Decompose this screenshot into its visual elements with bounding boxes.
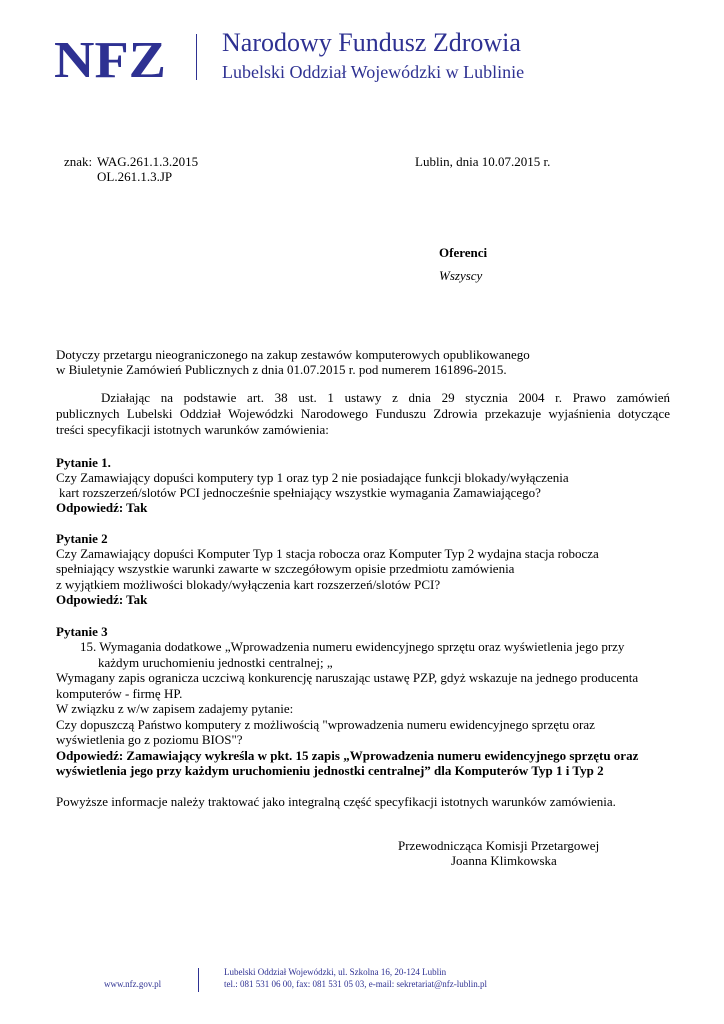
q1-line-1: Czy Zamawiający dopuści komputery typ 1 oraz typ 2 nie posiadające funkcji blokady/wyłączenia <box>56 470 569 485</box>
closing-statement: Powyższe informacje należy traktować jako integralną część specyfikacji istotnych warunków zamówienia. <box>56 794 616 809</box>
q2-heading: Pytanie 2 <box>56 531 108 546</box>
q1-line-2: kart rozszerzeń/slotów PCI jednocześnie spełniający wszystkie wymagania Zamawiającego? <box>59 485 541 500</box>
sign-label: znak: <box>64 154 93 169</box>
org-branch: Lubelski Oddział Wojewódzki w Lublinie <box>222 62 525 82</box>
q1-answer: Odpowiedź: Tak <box>56 500 148 515</box>
intro-line-1: Dotyczy przetargu nieograniczonego na zakup zestawów komputerowych opublikowanego <box>56 347 530 362</box>
q3-answer-line-2: wyświetlenia jego przy każdym uruchomieniu jednostki centralnej” dla Komputerów Typ 1 i Typ 2 <box>56 763 604 778</box>
q2-answer: Odpowiedź: Tak <box>56 592 148 607</box>
intro-line-2: w Biuletynie Zamówień Publicznych z dnia 01.07.2015 r. pod numerem 161896-2015. <box>56 362 507 377</box>
recipients-subtitle: Wszyscy <box>439 268 483 283</box>
nfz-logo <box>54 36 168 80</box>
signature-name: Joanna Klimkowska <box>451 853 557 868</box>
place-date: Lublin, dnia 10.07.2015 r. <box>415 154 551 169</box>
footer-address: Lubelski Oddział Wojewódzki, ul. Szkolna 16, 20-124 Lublin <box>224 967 447 977</box>
sign-number-1: WAG.261.1.3.2015 <box>97 154 199 169</box>
intro-paragraph-line-1: Działając na podstawie art. 38 ust. 1 ustawy z dnia 29 stycznia 2004 r. Prawo zamówień <box>101 390 670 405</box>
q3-heading: Pytanie 3 <box>56 624 108 639</box>
q1-heading: Pytanie 1. <box>56 455 111 470</box>
header-divider <box>196 34 197 80</box>
q2-line-2: spełniający wszystkie warunki zawarte w szczegółowym opisie przedmiotu zamówienia <box>56 561 515 576</box>
q3-answer-line-1: Odpowiedź: Zamawiający wykreśla w pkt. 15 zapis „Wprowadzenia numeru ewidencyjnego sprzętu oraz <box>56 748 639 763</box>
q3-line-6: Czy dopuszczą Państwo komputery z możliwością "wprowadzenia numeru ewidencyjnego sprzętu oraz <box>56 717 595 732</box>
signature-role: Przewodnicząca Komisji Przetargowej <box>398 838 600 853</box>
sign-number-2: OL.261.1.3.JP <box>97 169 173 184</box>
q3-line-5: W związku z w/w zapisem zadajemy pytanie: <box>56 701 294 716</box>
footer-website[interactable]: www.nfz.gov.pl <box>104 979 162 989</box>
q3-line-1: 15. Wymagania dodatkowe „Wprowadzenia numeru ewidencyjnego sprzętu oraz wyświetlenia jego przy <box>80 639 625 654</box>
q2-line-1: Czy Zamawiający dopuści Komputer Typ 1 stacja robocza oraz Komputer Typ 2 wydajna stacja robocza <box>56 546 599 561</box>
intro-paragraph-line-2: publicznych Lubelski Oddział Wojewódzki Narodowego Funduszu Zdrowia przekazuje wyjaśnienia dotyczące <box>56 406 670 421</box>
footer-divider <box>198 968 199 992</box>
q3-line-3: Wymagany zapis ogranicza uczciwą konkurencję naruszając ustawę PZP, gdyż wskazuje na jednego producenta <box>56 670 639 685</box>
svg-text:NFZ: NFZ <box>54 36 166 80</box>
recipients-title: Oferenci <box>439 245 488 260</box>
q3-line-2: każdym uruchomieniu jednostki centralnej; „ <box>98 655 333 670</box>
q3-line-7: wyświetlenia go z poziomu BIOS"? <box>56 732 243 747</box>
footer-contact: tel.: 081 531 06 00, fax: 081 531 05 03, e-mail: sekretariat@nfz-lublin.pl <box>224 979 487 989</box>
q2-line-3: z wyjątkiem możliwości blokady/wyłączenia kart rozszerzeń/slotów PCI? <box>56 577 441 592</box>
q3-line-4: komputerów - firmę HP. <box>56 686 183 701</box>
org-name: Narodowy Fundusz Zdrowia <box>222 28 521 57</box>
intro-paragraph-line-3: treści specyfikacji istotnych warunków zamówienia: <box>56 422 329 437</box>
